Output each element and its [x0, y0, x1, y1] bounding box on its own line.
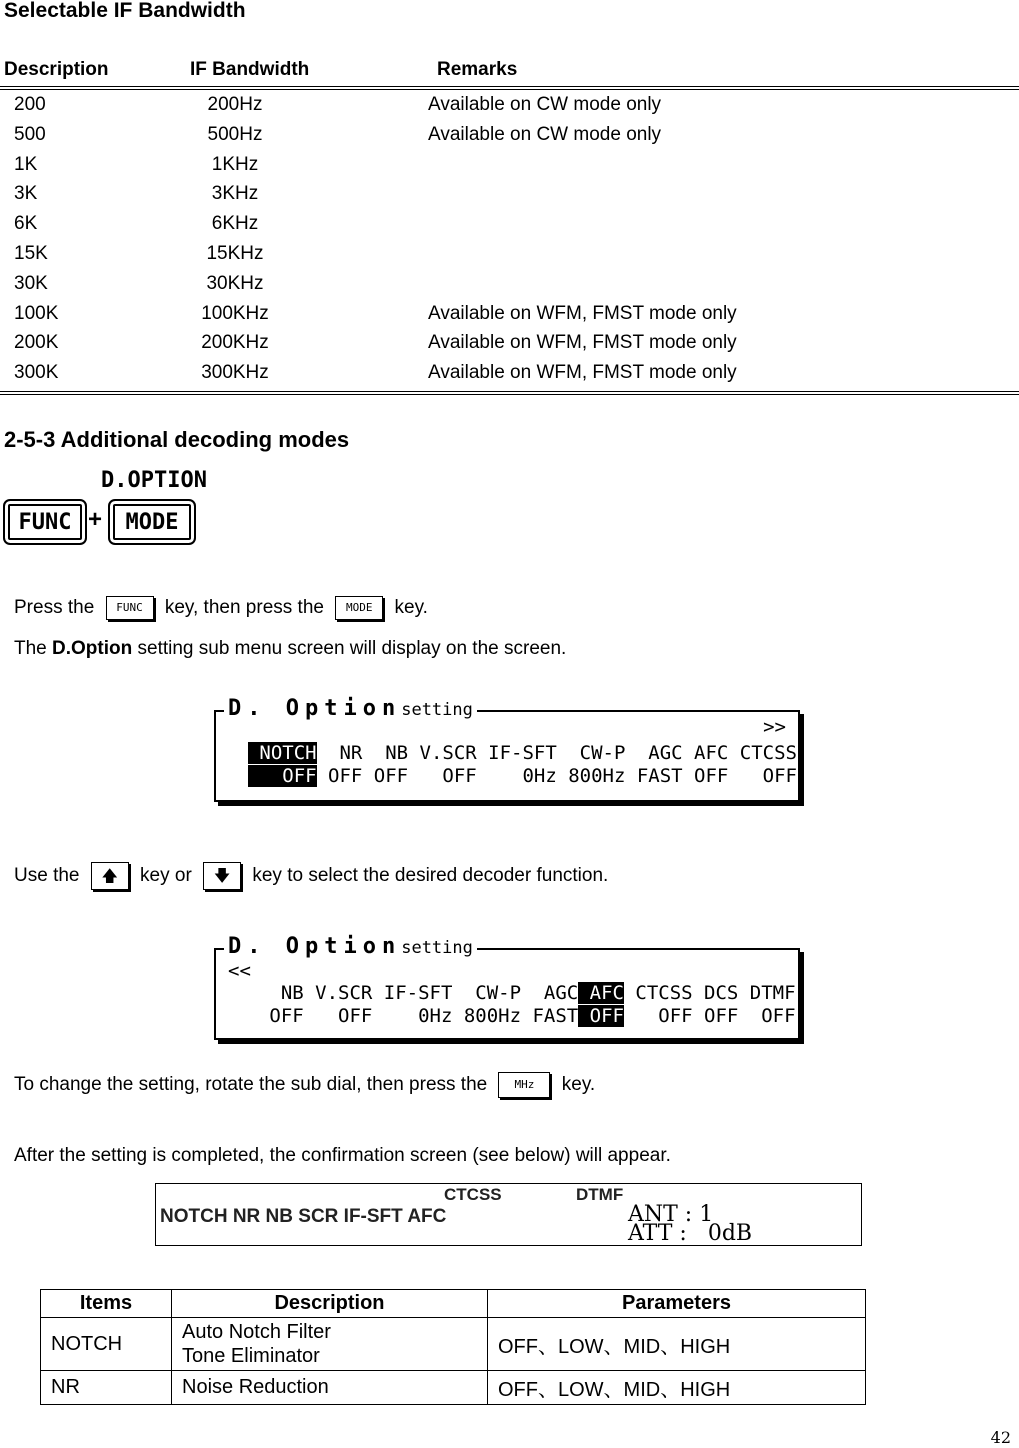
up-arrow-key-icon: 🡅 — [91, 862, 129, 890]
lcd-value: FAST — [636, 765, 683, 787]
table-row — [0, 243, 1019, 273]
row-description: 15K — [14, 243, 48, 264]
table-bottom-rule — [0, 391, 1019, 395]
confirm-functions: NOTCH NR NB SCR IF-SFT AFC — [160, 1206, 447, 1227]
lcd-value: 0Hz — [522, 765, 557, 787]
lcd-value: 800Hz — [568, 765, 626, 787]
row-remarks: Available on CW mode only — [428, 94, 662, 115]
lcd-value: OFF — [373, 765, 409, 787]
para-use-arrows: Use the 🡅 key or 🡇 key to select the desired decoder function. — [14, 862, 608, 890]
lcd1-next-arrow: >> — [763, 716, 786, 738]
page-number: 42 — [990, 1428, 1011, 1447]
table-row: NR Noise Reduction OFF、LOW、MID、HIGH — [41, 1371, 866, 1405]
lcd-label: CTCSS — [635, 982, 693, 1004]
lcd-label: NB — [385, 742, 409, 764]
lcd-label: CW-P — [475, 982, 522, 1004]
row-description: 1K — [14, 153, 38, 175]
para-doption-intro: The D.Option setting sub menu screen will display on the screen. — [14, 638, 567, 659]
mode-key-graphic: MODE — [108, 499, 196, 545]
lcd-label: DTMF — [749, 982, 796, 1004]
row-description: 300K — [14, 362, 59, 384]
confirm-att: ATT : 0dB — [628, 1221, 753, 1246]
lcd-value: OFF — [248, 765, 317, 787]
confirm-ctcss: CTCSS — [444, 1185, 502, 1204]
press-the-text: Press the — [14, 597, 95, 619]
lcd-label: IF-SFT — [488, 742, 557, 764]
lcd-value: 0Hz — [418, 1005, 453, 1027]
confirmation-screen — [155, 1183, 862, 1246]
row-remarks: Available on CW mode only — [428, 123, 662, 145]
row-remarks: Available on WFM, FMST mode only — [428, 302, 737, 324]
row-bandwidth: 300KHz — [201, 362, 269, 384]
lcd1-title: D. Optionsetting — [224, 696, 477, 721]
bandwidth-title: Selectable IF Bandwidth — [4, 0, 246, 22]
lcd-label: CTCSS — [739, 742, 797, 764]
lcd-label: NOTCH — [248, 742, 317, 764]
lcd2-values — [258, 1005, 796, 1027]
row-remarks: Available on WFM, FMST mode only — [428, 362, 737, 384]
lcd-label: V.SCR — [315, 982, 373, 1004]
then-press-text: key, then press the — [164, 597, 324, 619]
row-description: 200K — [14, 332, 59, 354]
lcd-value: OFF — [694, 765, 729, 787]
lcd-value: OFF — [578, 1005, 624, 1027]
lcd-label: AFC — [694, 742, 729, 764]
key-end-text: key. — [394, 597, 428, 619]
row-bandwidth: 15KHz — [206, 243, 264, 264]
row-bandwidth: 100KHz — [201, 302, 269, 324]
params-header-description: Description — [172, 1290, 488, 1318]
table-row — [0, 213, 1019, 243]
lcd-value: OFF — [761, 1005, 796, 1027]
row-bandwidth: 200Hz — [207, 94, 263, 115]
table-row — [0, 124, 1019, 154]
row-description: 6K — [14, 213, 38, 235]
lcd-label: NB — [280, 982, 304, 1004]
mode-key-icon: MODE — [335, 596, 383, 620]
table-row — [0, 362, 1019, 392]
section-heading: 2-5-3 Additional decoding modes — [4, 427, 350, 452]
lcd1-values — [248, 765, 797, 787]
plus-sign: + — [88, 506, 103, 533]
col-header-description: Description — [4, 59, 109, 80]
lcd-value: OFF — [658, 1005, 693, 1027]
lcd-value: OFF — [762, 765, 797, 787]
lcd-value: OFF — [704, 1005, 739, 1027]
lcd-value: OFF — [442, 765, 477, 787]
lcd-value: OFF — [269, 1005, 304, 1027]
row-description: 200 — [14, 94, 46, 115]
lcd-screen-2 — [214, 934, 800, 1040]
row-bandwidth: 500Hz — [207, 123, 263, 145]
lcd-label: V.SCR — [419, 742, 477, 764]
lcd-value: 800Hz — [463, 1005, 522, 1027]
lcd2-title: D. Optionsetting — [224, 934, 477, 959]
lcd-value: OFF — [328, 765, 363, 787]
row-bandwidth: 30KHz — [206, 272, 264, 294]
lcd2-labels — [258, 982, 796, 1004]
row-remarks: Available on WFM, FMST mode only — [428, 332, 737, 354]
func-key-graphic: FUNC — [3, 499, 87, 545]
table-row — [0, 154, 1019, 184]
lcd-label: DCS — [704, 982, 739, 1004]
row-description: 100K — [14, 302, 59, 324]
doption-bold: D.Option — [52, 638, 133, 659]
doption-label: D.OPTION — [101, 468, 207, 493]
func-key-icon: FUNC — [106, 596, 154, 620]
lcd-label: AGC — [543, 982, 579, 1004]
table-row — [0, 94, 1019, 124]
params-header-parameters: Parameters — [488, 1290, 866, 1318]
para-press-keys — [14, 596, 428, 620]
row-bandwidth: 200KHz — [201, 332, 269, 354]
table-row: NOTCH Auto Notch Filter Tone Eliminator OFF、LOW、MID、HIGH — [41, 1318, 866, 1371]
lcd-value: FAST — [532, 1005, 579, 1027]
row-bandwidth: 6KHz — [211, 213, 259, 235]
row-bandwidth: 1KHz — [211, 153, 259, 175]
lcd-screen-1 — [214, 696, 800, 802]
para-rotate-dial: To change the setting, rotate the sub dial, then press the MHz key. — [14, 1072, 595, 1098]
row-description: 30K — [14, 272, 48, 294]
table-row — [0, 332, 1019, 362]
params-header-items: Items — [41, 1290, 172, 1318]
down-arrow-key-icon: 🡇 — [203, 862, 241, 890]
lcd1-labels — [248, 742, 797, 764]
row-bandwidth: 3KHz — [211, 183, 259, 205]
lcd2-prev-arrow: << — [228, 960, 251, 982]
table-row — [0, 273, 1019, 303]
col-header-remarks: Remarks — [437, 59, 518, 80]
lcd-label: AFC — [578, 982, 624, 1004]
para-confirmation: After the setting is completed, the confirmation screen (see below) will appear. — [14, 1145, 671, 1166]
lcd-label: NR — [339, 742, 363, 764]
lcd-value: OFF — [338, 1005, 373, 1027]
mhz-key-icon: MHz — [498, 1072, 550, 1098]
lcd-label: AGC — [648, 742, 683, 764]
table-row — [0, 303, 1019, 333]
table-row — [0, 183, 1019, 213]
confirm-ant: ANT : 1 — [628, 1202, 714, 1227]
col-header-bandwidth: IF Bandwidth — [190, 59, 310, 80]
table-top-rule — [0, 86, 1019, 90]
lcd-label: IF-SFT — [383, 982, 453, 1004]
row-description: 500 — [14, 123, 46, 145]
confirm-dtmf: DTMF — [576, 1185, 624, 1204]
lcd-label: CW-P — [579, 742, 626, 764]
row-description: 3K — [14, 183, 38, 205]
parameters-table — [40, 1289, 866, 1405]
